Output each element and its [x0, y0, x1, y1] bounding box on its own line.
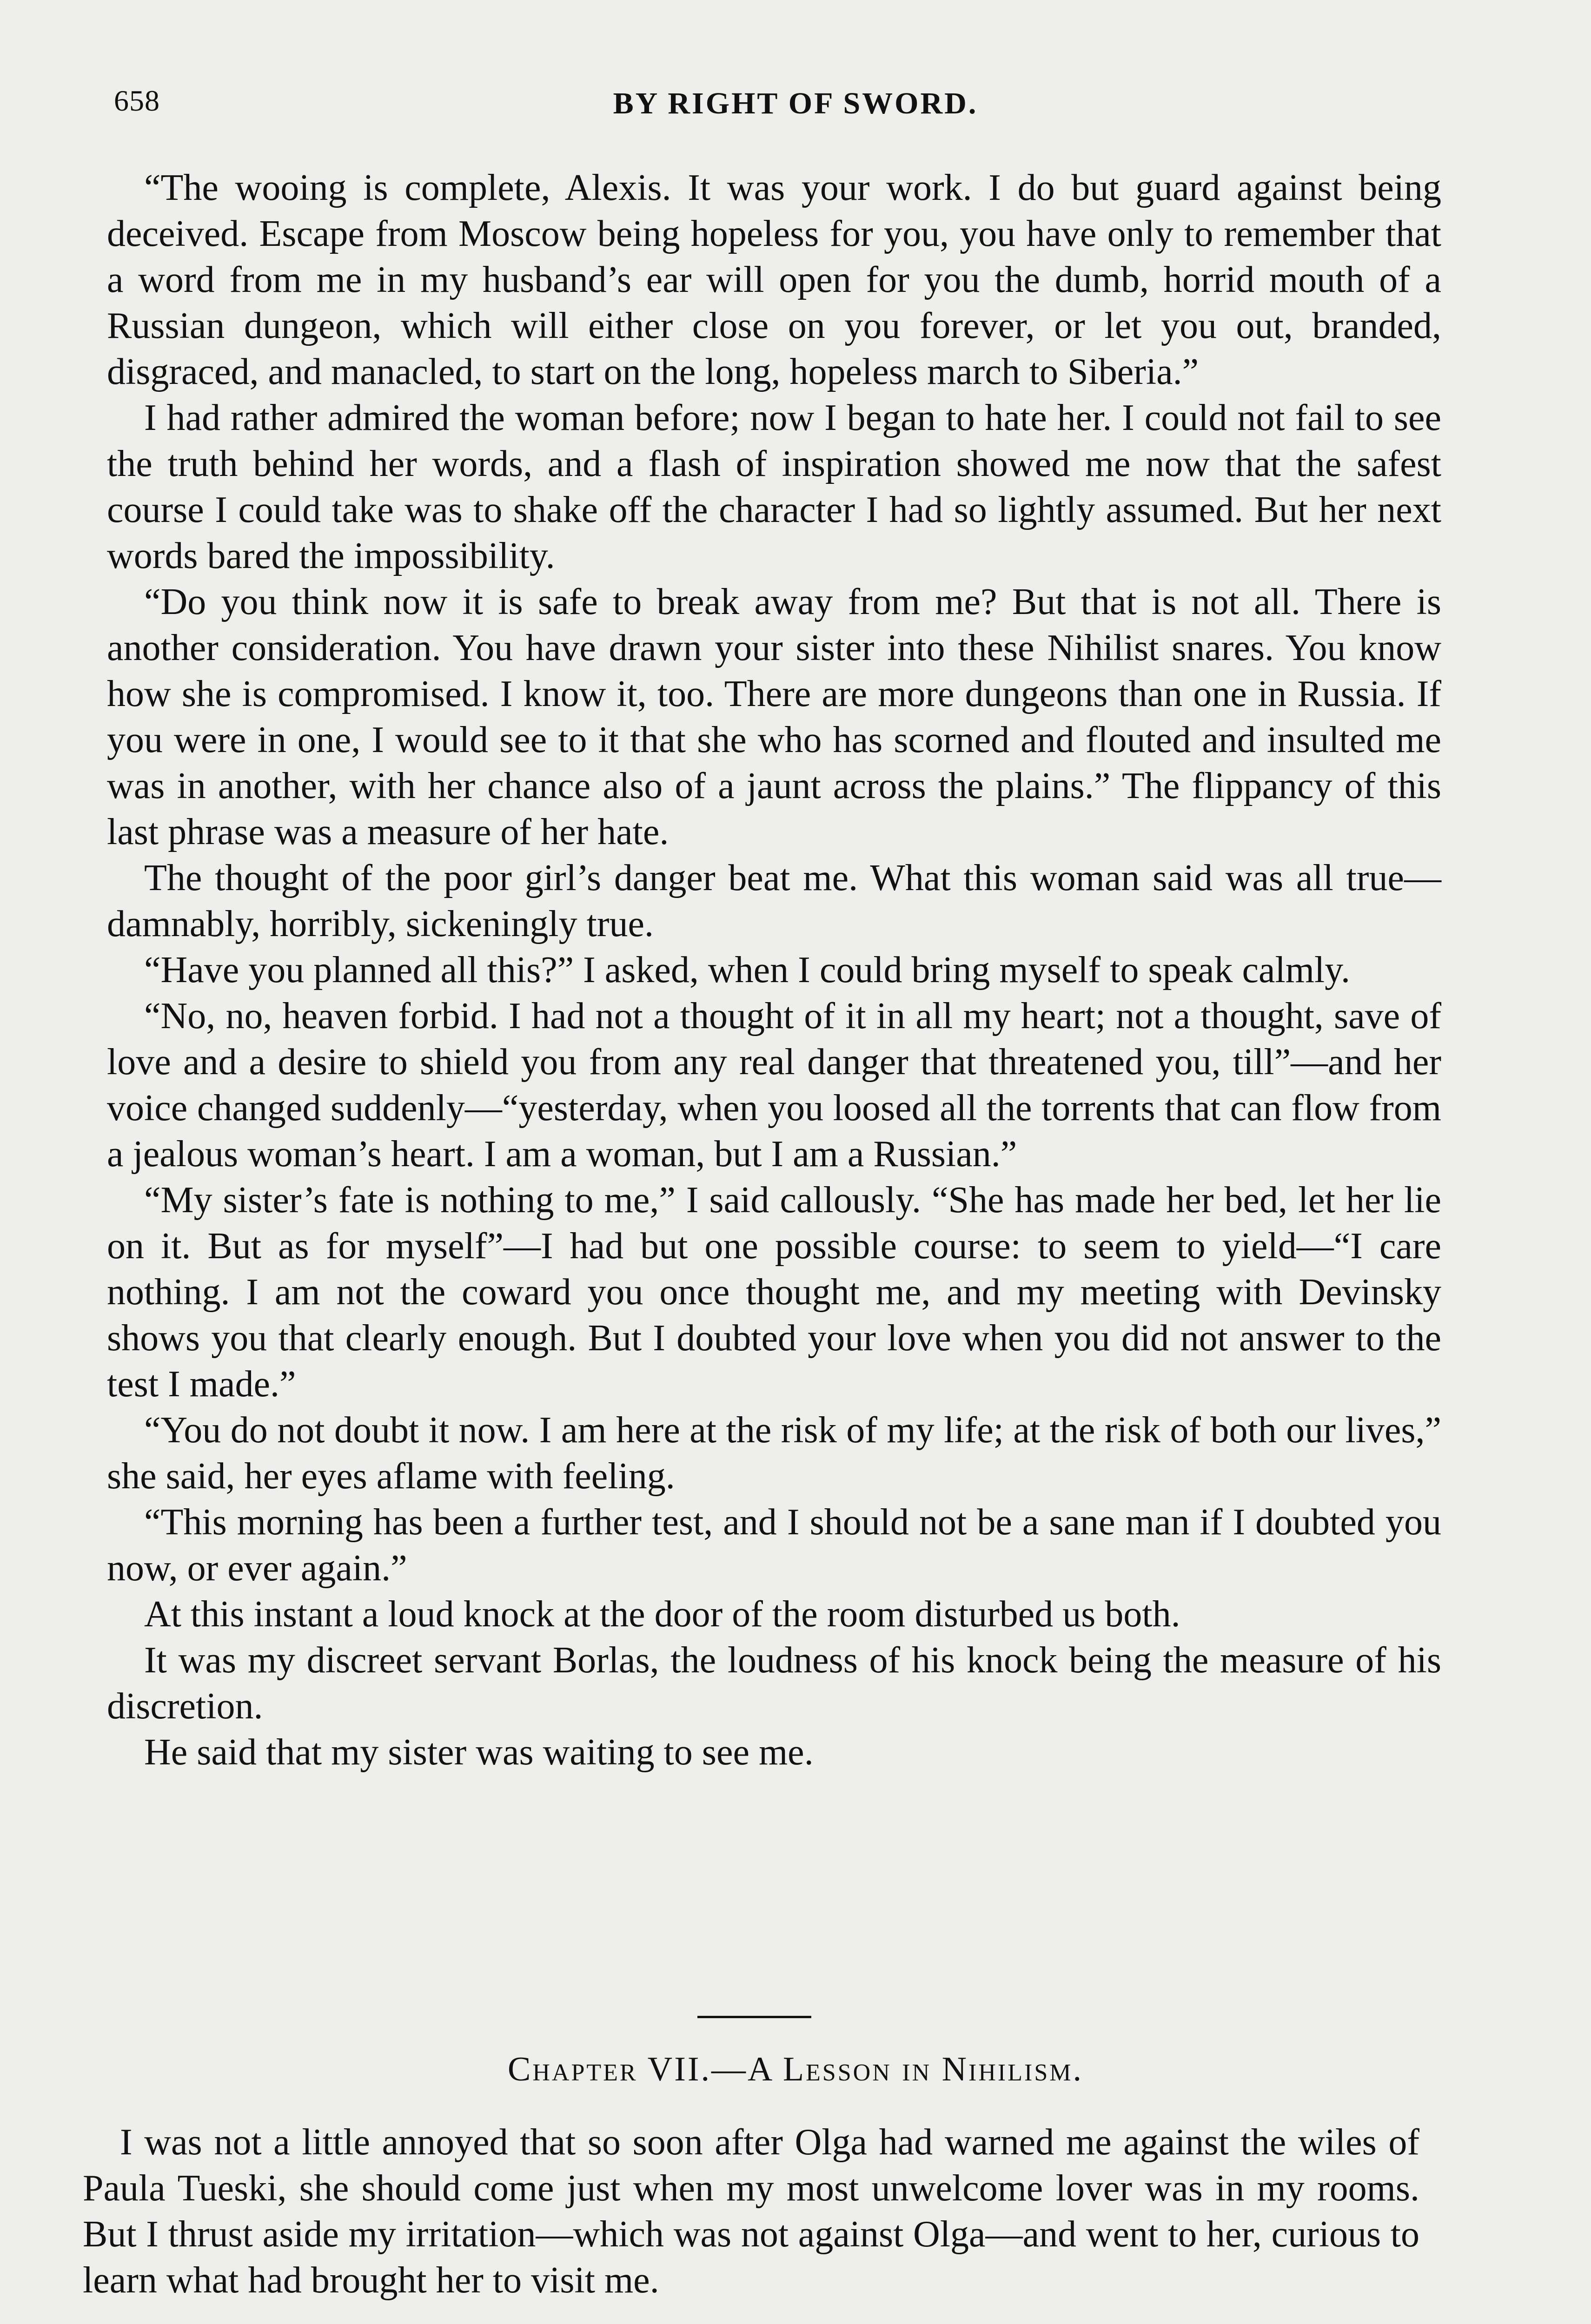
- paragraph: “Have you planned all this?” I asked, when I could bring myself to speak calmly.: [144, 950, 1351, 990]
- paragraph: I had rather admired the woman before; now I began to hate her. I could not fail to see the truth behind her words, and a flash of inspiration showed me now that the safest course I could take was to shake off the character I had so lightly assumed. But her next words bared the impossibility.: [107, 397, 1441, 576]
- paragraph: “The wooing is complete, Alexis. It was your work. I do but guard against being deceived. Escape from Moscow being hopeless for you, you have only to remember that a word from me in my husband’s ear will open for you the dumb, horrid mouth of a Russian dungeon, which will either close on you forever, or let you out, branded, disgraced, and manacled, to start on the long, hopeless march to Siberia.”: [107, 167, 1441, 392]
- paragraph: I was not a little annoyed that so soon after Olga had warned me against the wiles of Paula Tueski, she should come just when my most unwelcome lover was in my rooms. But I thrust aside my irritation—which was not against Olga—and went to her, curious to learn what had brought her to visit me.: [83, 2122, 1419, 2301]
- chapter-text: [83, 2119, 1419, 2304]
- page-number: 658: [114, 84, 160, 117]
- paragraph: “No, no, heaven forbid. I had not a thought of it in all my heart; not a thought, save of love and a desire to shield you from any real danger that threatened you, till”—and her voice changed suddenly—“yesterday, when you loosed all the torrents that can flow from a jealous woman’s heart. I am a woman, but I am a Russian.”: [107, 996, 1441, 1175]
- paragraph: At this instant a loud knock at the door of the room disturbed us both.: [144, 1594, 1180, 1635]
- section-divider: [697, 2016, 811, 2018]
- body-text: [107, 165, 1441, 1776]
- paragraph: “This morning has been a further test, and I should not be a sane man if I doubted you now, or ever again.”: [107, 1502, 1441, 1589]
- paragraph: “Do you think now it is safe to break away from me? But that is not all. There is another consideration. You have drawn your sister into these Nihilist snares. You know how she is compromised. I know it, too. There are more dungeons than one in Russia. If you were in one, I would see to it that she who has scorned and flouted and insulted me was in another, with her chance also of a jaunt across the plains.” The flippancy of this last phrase was a measure of her hate.: [107, 581, 1441, 852]
- chapter-heading: Chapter VII.—A Lesson in Nihilism.: [508, 2050, 1083, 2088]
- paragraph: He said that my sister was waiting to see me.: [144, 1732, 814, 1773]
- paragraph: “My sister’s fate is nothing to me,” I said callously. “She has made her bed, let her lie on it. But as for myself”—I had but one possible course: to seem to yield—“I care nothing. I am not the coward you once thought me, and my meeting with Devinsky shows you that clearly enough. But I doubted your love when you did not answer to the test I made.”: [107, 1180, 1441, 1405]
- paragraph: It was my discreet servant Borlas, the loudness of his knock being the measure of his discretion.: [107, 1640, 1441, 1727]
- paragraph: “You do not doubt it now. I am here at the risk of my life; at the risk of both our lives,” she said, her eyes aflame with feeling.: [107, 1410, 1441, 1497]
- paragraph: The thought of the poor girl’s danger beat me. What this woman said was all true—damnably, horribly, sickeningly true.: [107, 858, 1441, 944]
- running-title: BY RIGHT OF SWORD.: [613, 86, 978, 120]
